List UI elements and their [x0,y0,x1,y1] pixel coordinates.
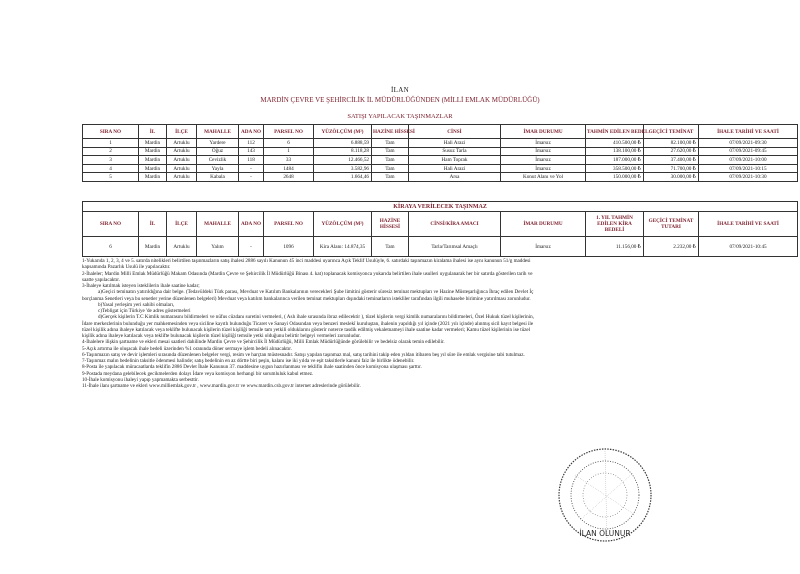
table-cell: 2 [83,147,139,156]
table-cell: Konut Alanı ve Yol [501,173,586,182]
table-cell: Yalım [197,237,239,257]
column-header: İMAR DURUMU [501,212,586,237]
table-cell: Artuklu [167,164,197,173]
note-line: 11-İhale ilanı şartname ve ekleri www.milliemlak.gov.tr , www.mardin.gov.tr ve www.mardin.csb.gov.tr internet adreslerinde görülebilir. [82,383,361,389]
table-cell: Oğuz [197,147,239,156]
table-cell: 5 [83,173,139,182]
table-cell: 143 [239,147,264,156]
table-cell: 07/09/2021-10:15 [699,164,798,173]
note-line: 10-İhale komisyonu ihaleyi yapıp yapmamakta serbesttir. [82,376,199,383]
table-cell: 37.400,00 ₺ [644,156,699,165]
table-row [83,164,798,173]
rent-section-title: KİRAYA VERİLECEK TAŞINMAZ [83,202,798,212]
table-cell: Cevizlik [197,156,239,165]
sale-section-title: SATIŞI YAPILACAK TAŞINMAZLAR [347,113,453,120]
table-cell: 8.118,28 [314,147,372,156]
table-cell: Mardin [139,164,167,173]
column-header: HAZİNE HİSSESİ [372,212,409,237]
note-line: 7-Taşınmaz malın bedelinin taksitle ödenmesi halinde; satış bedelinin en az dörtte biri peşin, kalanı ise iki yılda ve eşit taksitlerle kanuni faiz ile birlikte ödenebilir. [82,358,415,364]
table-cell: Hali Arazi [409,164,501,173]
table-cell: Tam [372,156,409,165]
table-cell: 3 [83,156,139,165]
table-cell: İmarsız [501,139,586,148]
table-cell: İmarsız [501,147,586,156]
table-cell: 07/09/2021-10:00 [699,156,798,165]
table-cell: 2.232,00 ₺ [644,237,699,257]
note-line: borçlanma Senetleri veya bu senetler yerine düzenlenen belgeleri) Mevduat veya katılım bankalarınca verilen teminat mektupları dışındaki teminatların istekliler tarafından ilgili muhasebe birimine yatırılması zorunludur. [82,295,531,302]
conditions-text [82,258,797,389]
note-line: 6-Taşınmazın satış ve devir işlemleri sırasında düzenlenen belgeler vergi, resim ve harçtan müstesnadır. Satışı yapılan taşınmaz mal, satış tarihini takip eden yıldan itibaren beş yıl süre ile emlak vergisine tabi tutulmaz. [82,351,525,358]
column-header: SIRA NO [83,212,139,237]
column-header: GEÇİCİ TEMİNAT TUTARI [644,212,699,237]
column-header: CİNSİ/KİRA AMACI [409,212,501,237]
table-cell: Hali Arazi [409,139,501,148]
table-cell: İmarsız [501,237,586,257]
note-line: İdare merkezlerinin bulunduğu yer mahkemesinden veya siciline kayıtlı bulunduğu Ticaret ve Sanayi Odasından veya benzeri meslekî kuruluştan, ihalenin yapıldığı yıl içinde (2021 yılı içinde) alınmış sicil kayıt belgesi ile [82,320,534,327]
table-cell: Yardere [197,139,239,148]
stamp-label: İLAN OLUNUR [579,529,631,538]
table-row [83,139,798,148]
table-cell: - [239,164,264,173]
table-cell: İmarsız [501,164,586,173]
table-cell: Artuklu [167,139,197,148]
table-cell: 1096 [264,237,314,257]
table-cell: Mardin [139,147,167,156]
column-header: SIRA NO [83,125,139,139]
table-cell: Tam [372,173,409,182]
table-cell: 112 [239,139,264,148]
table-row [83,147,798,156]
table-cell: 30.000,00 ₺ [644,173,699,182]
table-cell: Mardin [139,156,167,165]
column-header: İLÇE [167,212,197,237]
table-cell: 2648 [264,173,314,182]
table-cell: 07/09/2021-10:45 [699,237,798,257]
table-row [83,173,798,182]
column-header: ADA NO [239,212,264,237]
table-cell: 71.700,00 ₺ [644,164,699,173]
table-cell: Tam [372,237,409,257]
column-header: İMAR DURUMU [501,125,586,139]
column-header: İHALE TARİHİ VE SAATİ [699,125,798,139]
table-cell: 150.000,00 ₺ [586,173,644,182]
column-header: İL [139,212,167,237]
column-header: 1. YIL TAHMİN EDİLEN KİRA BEDELİ [586,212,644,237]
table-cell: 1 [83,139,139,148]
official-stamp [555,445,655,545]
rent-table [82,201,798,257]
table-cell: Artuklu [167,147,197,156]
column-header: MAHALLE [197,212,239,237]
table-cell: 138.100,00 ₺ [586,147,644,156]
table-row [83,156,798,165]
note-line: a)Geçici teminatın yatırıldığına dair belge. (Tedavüldeki Türk parası, Mevduat ve Katılım Bankalarının verecekleri Şube limitini gösterir süresiz teminat mektupları ve Hazine Müsteşarlığınca İhraç edilen Devlet İç [98,289,534,296]
note-line: tüzel kişilik adına ihaleye katılacak veya teklifte bulunacak kişilerin tüzel kişiliği temsile tam yetkili olduklarını gösterir noterce tasdik edilmiş vekaletnameyi ihale saatine kadar vermeleri; Kamu tüzel kişilerinin ise tüzel [82,326,531,333]
table-cell: 187.000,00 ₺ [586,156,644,165]
note-line: kapsamında Pazarlık Usulü ile yapılacaktır. [82,264,171,271]
table-cell: Artuklu [167,156,197,165]
note-line: c)Tebligat için Türkiye 'de adres göstermeleri [98,308,191,314]
issuer-title: MARDİN ÇEVRE VE ŞEHİRCİLİK İL MÜDÜRLÜĞÜNDEN (MİLLİ EMLAK MÜDÜRLÜĞÜ) [260,96,540,104]
column-header: HAZİNE HİSSESİ [372,125,409,139]
note-line: saatte yapılacaktır. [82,276,120,283]
table-cell: 1484 [264,164,314,173]
column-header: ADA NO [239,125,264,139]
table-cell: Artuklu [167,237,197,257]
note-line: 2-İhaleler; Mardin Milli Emlak Müdürlüğü Makam Odasında (Mardin Çevre ve Şehircilik İl Müdürlüğü Binası 4. kat) toplanacak komisyonca yukarıda belirtilen ihale usulleri uygulanarak her bir satırda gösterilen tarih ve [82,270,533,277]
table-cell: Mardin [139,173,167,182]
note-line: 5-Açık artırma ile oluşacak ihale bedeli üzerinden %1 oranında döner sermaye işlem bedeli alınacaktır. [82,345,292,352]
sale-table [82,124,798,182]
table-cell: Tam [372,139,409,148]
table-cell: Kabala [197,173,239,182]
column-header: TAHMİN EDİLEN BEDEL [586,125,644,139]
column-header: YÜZÖLÇÜM (M²) [314,125,372,139]
column-header: PARSEL NO [264,125,314,139]
table-row [83,237,798,257]
table-cell: - [239,237,264,257]
column-header: PARSEL NO [264,212,314,237]
table-cell: Yayla [197,164,239,173]
column-header: YÜZÖLÇÜM (M²) [314,212,372,237]
table-cell: İmarsız [501,156,586,165]
table-cell: Tarla/Tarımsal Amaçlı [409,237,501,257]
table-cell: Kira Alanı: 14.874,35 [314,237,372,257]
table-cell: 82.100,00 ₺ [644,139,699,148]
table-cell: 118 [239,156,264,165]
table-cell: Mardin [139,139,167,148]
table-cell: 4 [83,164,139,173]
table-cell: 1.664,46 [314,173,372,182]
column-header: İLÇE [167,125,197,139]
table-cell: Artuklu [167,173,197,182]
table-cell: Tam [372,164,409,173]
note-line: 9-Postada meydana gelebilecek gecikmelerden dolayı İdare veya komisyon herhangi bir sorumluluk kabul etmez. [82,370,314,377]
note-line: 8-Posta ile yapılacak müracaatlarda teklifin 2886 Devlet İhale Kanunun 37. maddesine uygun hazırlanması ve teklifin ihale saatinden önce komisyona ulaşması şarttır. [82,364,422,371]
table-cell: Susuz Tarla [409,147,501,156]
table-cell: 11.156,00 ₺ [586,237,644,257]
table-cell: 6 [83,237,139,257]
table-cell: 27.620,00 ₺ [644,147,699,156]
table-cell: Tam [372,147,409,156]
column-header: İL [139,125,167,139]
table-cell: 07/09/2021-09:45 [699,147,798,156]
table-cell: 07/09/2021-09:30 [699,139,798,148]
note-line: 3-İhaleye katılmak isteyen isteklilerin ihale saatine kadar; [82,283,200,289]
table-cell: - [239,173,264,182]
table-cell: 33 [264,156,314,165]
table-cell: 1 [264,147,314,156]
table-cell: 6 [264,139,314,148]
announcement-label: İLAN [391,86,409,94]
column-header: CİNSİ [409,125,501,139]
column-header: İHALE TARİHİ VE SAATİ [699,212,798,237]
table-cell: Ham Toprak [409,156,501,165]
note-line: kişilik adına ihaleye katılacak veya teklifte bulunacak kişilerin tüzel kişiliği temsile yetki olduğunu belirtir belgeyi vermeleri zorunludur. [82,333,361,339]
note-line: b)Yasal yerleşim yeri sahibi olmaları, [98,301,175,308]
table-cell: 6.888,59 [314,139,372,148]
table-cell: 12.466,52 [314,156,372,165]
sale-table-header-row [83,125,798,139]
table-cell: 07/09/2021-10:30 [699,173,798,182]
note-line: 1-Yukarıda 1, 2, 3, 4 ve 5. satırda nitelikleri belirtilen taşınmazların satış ihalesi 2886 sayılı Kanunun 45 inci maddesi uyarınca Açık Teklif Usulüyle, 6. satırdaki taşınmazın kiralama ihalesi ise aynı kanunun 51/g maddesi [82,258,531,264]
note-line: 4-İhalelere ilişkin şartname ve ekleri mesai saatleri dahilinde Mardin Çevre ve Şehircilik İl Müdürlüğü, Milli Emlak Müdürlüğünde görülebilir ve bedelsiz olarak temin edilebilir. [82,339,445,346]
table-cell: 3.582,96 [314,164,372,173]
table-cell: Arsa [409,173,501,182]
rent-table-header-row [83,212,798,237]
table-cell: 410.500,00 ₺ [586,139,644,148]
table-cell: Mardin [139,237,167,257]
column-header: GEÇİCİ TEMİNAT [644,125,699,139]
table-cell: 358.500,00 ₺ [586,164,644,173]
note-line: d)Gerçek kişilerin T.C Kimlik numarasını bildirmeleri ve nüfus cüzdanı suretini vermeleri, ( Aslı ihale sırasında ibraz edilecektir ), tüzel kişilerin vergi kimlik numaralarını bildirmeleri, Özel Hukuk tüzel kişilerinin, [98,314,534,321]
column-header: MAHALLE [197,125,239,139]
